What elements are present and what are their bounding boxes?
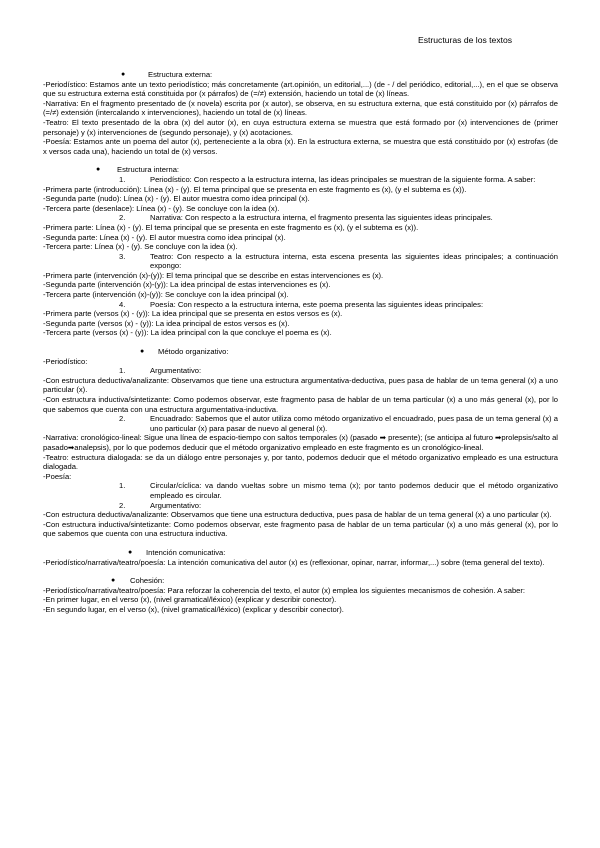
section-heading-intencion-comunicativa: ● Intención comunicativa:	[128, 547, 226, 557]
paragraph: -Narrativa: cronológico-lineal: Sigue una línea de espacio-tiempo con saltos temporales (x) (pasado ➡ presente); (se anticipa al futuro ➡prolepsis/salto al pasado➡analepsis), por lo que podemos deducir que el método organizativo empleado en este fragmento es un cronológico-lineal.	[43, 433, 558, 452]
paragraph: -Con estructura inductiva/sintetizante: Como podemos observar, este fragmento pasa de hablar de un tema particular (x) a uno más general (x), por lo que sabemos que cuenta con una estructura argumentativa-inductiva.	[43, 395, 558, 414]
numbered-item: 2. Narrativa: Con respecto a la estructura interna, el fragmento presenta las siguientes ideas principales.	[119, 213, 493, 223]
section-heading-estructura-externa: ● Estructura externa:	[121, 70, 213, 79]
paragraph: -Segunda parte (versos (x) - (y)): La idea principal de estos versos es (x).	[43, 318, 290, 328]
paragraph: -Periodístico:	[43, 356, 88, 366]
section-heading-metodo-organizativo: ● Método organizativo:	[140, 347, 229, 357]
numbered-item: 1. Argumentativo:	[119, 366, 202, 376]
paragraph: -En primer lugar, en el verso (x), (nivel gramatical/léxico) (explicar y describir conector).	[43, 595, 337, 605]
paragraph: -Segunda parte (nudo): Línea (x) - (y). El autor muestra como idea principal (x).	[43, 194, 310, 204]
document-body	[43, 70, 558, 614]
paragraph: -Narrativa: En el fragmento presentado de (x novela) escrita por (x autor), se observa, en su estructura externa, que está constituido por (x) párrafos de (=/≠) extensión (intercalando x intervenciones), haciendo un total de (x) líneas.	[43, 98, 558, 118]
numbered-item: 3. Teatro: Con respecto a la estructura interna, esta escena presenta las siguientes ideas principales; a continuación expongo:	[119, 251, 558, 271]
bullet-icon: ●	[121, 71, 126, 78]
paragraph: -Teatro: estructura dialogada: se da un diálogo entre personajes y, por tanto, podemos deducir que el método organizativo empleado es una estructura dialogada.	[43, 452, 558, 472]
numbered-item: 1. Periodístico: Con respecto a la estructura interna, las ideas principales se muestran de la siguiente forma. A saber:	[119, 174, 536, 184]
numbered-item: 4. Poesía: Con respecto a la estructura interna, este poema presenta las siguientes ideas principales:	[119, 299, 484, 309]
paragraph: -Periodístico/narrativa/teatro/poesía: Para reforzar la coherencia del texto, el autor (x) emplea los siguientes mecanismos de cohesión. A saber:	[43, 585, 526, 595]
paragraph: -Periodístico: Estamos ante un texto periodístico; más concretamente (art.opinión, un editorial,...) (de - / del periódico, editorial,...), en el que se observa que su estructura externa está constituida por (x párrafos) de (=/≠) extensión, haciendo un total de (x) líneas.	[43, 79, 558, 99]
paragraph: -Tercera parte (desenlace): Línea (x) - (y). Se concluye con la idea (x).	[43, 203, 280, 213]
paragraph: -Primera parte (intervención (x)-(y)): El tema principal que se describe en estas intervenciones es (x).	[43, 270, 384, 280]
paragraph: -Tercera parte (intervención (x)-(y)): Se concluye con la idea principal (x).	[43, 290, 289, 300]
paragraph: -Poesía: Estamos ante un poema del autor (x), perteneciente a la obra (x). En la estructura externa, se muestra que está constituido por (x) estrofas (de x versos cada una), haciendo un total de (x) versos.	[43, 137, 558, 156]
paragraph: -Periodístico/narrativa/teatro/poesía: La intención comunicativa del autor (x) es (reflexionar, opinar, narrar, informar,...) sobre (tema general del texto).	[43, 557, 545, 567]
paragraph: -Con estructura inductiva/sintetizante: Como podemos observar, este fragmento pasa de hablar de un tema particular (x) a uno más general (x), por lo que sabemos que cuenta con una estructura inductiva.	[43, 519, 558, 539]
paragraph: -Teatro: El texto presentado de la obra (x) del autor (x), en cuya estructura externa se muestra que está formado por (x) intervenciones de (primer personaje) y (x) intervenciones de (segundo personaje), y (x) acotaciones.	[43, 117, 558, 137]
paragraph: -Segunda parte: Línea (x) - (y). El autor muestra como idea principal (x).	[43, 232, 286, 242]
section-heading-estructura-interna: ● Estructura interna:	[96, 165, 180, 175]
paragraph: -Primera parte (introducción): Línea (x) - (y). El tema principal que se presenta en este fragmento es (x), (y el subtema es (x)).	[43, 184, 467, 194]
paragraph: -Tercera parte: Línea (x) - (y). Se concluye con la idea (x).	[43, 242, 238, 252]
paragraph: -Primera parte (versos (x) - (y)): La idea principal que se presenta en estos versos es (x).	[43, 309, 343, 319]
numbered-item: 2. Argumentativo:	[119, 500, 202, 510]
bullet-icon: ●	[128, 548, 133, 556]
paragraph: -Tercera parte (versos (x) - (y)): La idea principal con la que concluye el poema es (x).	[43, 328, 332, 338]
bullet-icon: ●	[111, 577, 116, 585]
paragraph: -Poesía:	[43, 471, 72, 481]
numbered-item: 2. Encuadrado: Sabemos que el autor utiliza como método organizativo el encuadrado, pues pasa de un tema general (x) a uno particular (x) para pasar de nuevo al general (x).	[119, 414, 558, 433]
page-header: Estructuras de los textos	[418, 35, 513, 45]
paragraph: -Con estructura deductiva/analizante: Observamos que tiene una estructura argumentativa-deductiva, pues pasa de hablar de un tema general (x) a uno particular (x).	[43, 375, 558, 395]
section-heading-cohesion: ● Cohesión:	[111, 576, 165, 586]
paragraph: -En segundo lugar, en el verso (x), (nivel gramatical/léxico) (explicar y describir conector).	[43, 604, 344, 614]
numbered-item: 1. Circular/cíclica: va dando vueltas sobre un mismo tema (x); por tanto podemos deducir que el método organizativo empleado es circular.	[119, 481, 558, 500]
bullet-icon: ●	[140, 348, 145, 356]
paragraph: -Con estructura deductiva/analizante: Observamos que tiene una estructura deductiva, pues pasa de hablar de un tema general (x) a uno particular (x).	[43, 510, 552, 520]
bullet-icon: ●	[96, 166, 101, 174]
paragraph: -Primera parte: Línea (x) - (y). El tema principal que se presenta en este fragmento es (x), (y el subtema es (x)).	[43, 222, 419, 232]
paragraph: -Segunda parte (intervención (x)-(y)): La idea principal de estas intervenciones es (x).	[43, 280, 331, 290]
